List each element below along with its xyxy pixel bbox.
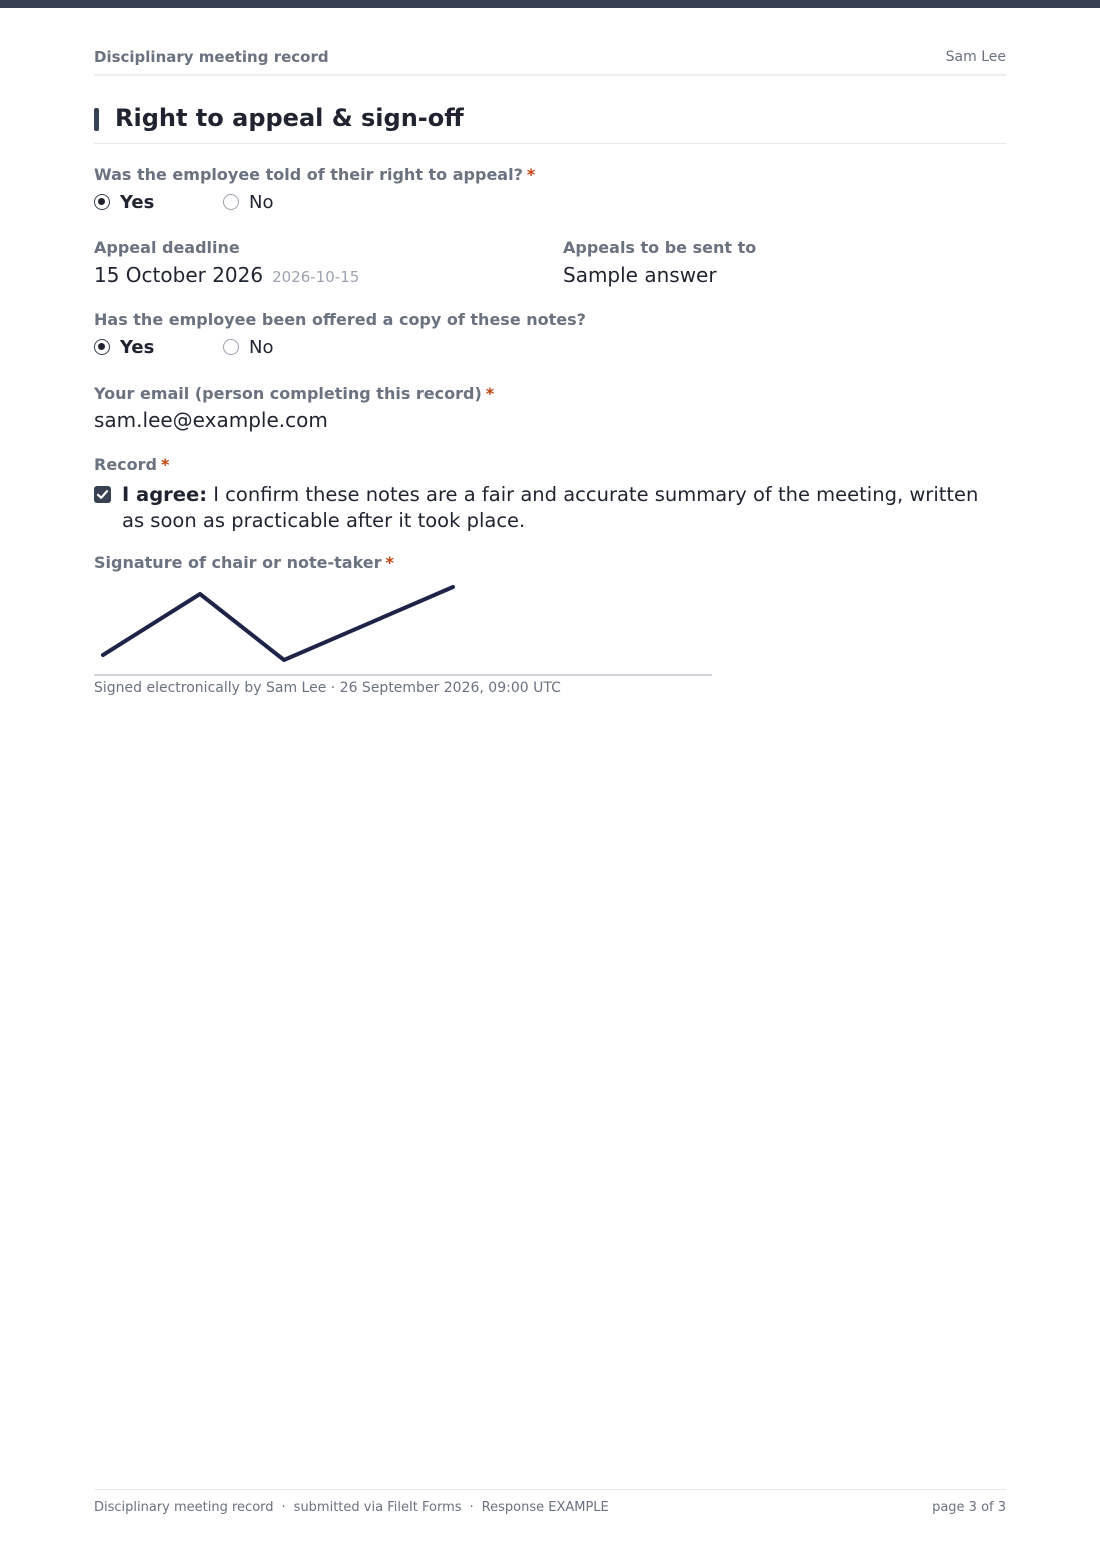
page-footer	[94, 1489, 1006, 1529]
page-header	[94, 48, 1006, 76]
option-label: Yes	[120, 191, 155, 213]
page-number: page 3 of 3	[932, 1500, 1006, 1515]
signature-caption: Signed electronically by Sam Lee · 26 September 2026, 09:00 UTC	[94, 680, 561, 696]
record-label	[94, 455, 169, 474]
agree-statement	[122, 482, 1006, 534]
appeals-to-value: Sample answer	[563, 263, 717, 287]
record-label-text: Record	[94, 455, 157, 474]
signature-drawing	[94, 580, 712, 676]
appeal-told-label-text: Was the employee told of their right to appeal?	[94, 165, 523, 184]
appeal-deadline-value	[94, 263, 359, 287]
signature-label-text: Signature of chair or note-taker	[94, 553, 382, 572]
signature-stroke	[103, 587, 453, 660]
option-label: No	[249, 336, 274, 358]
form-title: Disciplinary meeting record	[94, 48, 329, 66]
required-marker: *	[161, 455, 170, 474]
email-value: sam.lee@example.com	[94, 408, 328, 432]
copy-offered-option-yes[interactable]	[94, 335, 154, 359]
appeal-deadline-label: Appeal deadline	[94, 238, 240, 257]
email-label	[94, 384, 494, 403]
agree-text: I confirm these notes are a fair and accurate summary of the meeting, written as soon as practicable after it took place.	[122, 483, 979, 532]
copy-offered-option-no[interactable]	[223, 335, 273, 359]
required-marker: *	[485, 384, 495, 403]
copy-offered-radio-group	[94, 335, 394, 359]
footer-submitted-via: submitted via FileIt Forms	[293, 1500, 462, 1515]
radio-selected-icon[interactable]	[94, 339, 110, 355]
footer-info	[94, 1500, 609, 1515]
appeals-to-label: Appeals to be sent to	[563, 238, 757, 257]
required-marker: *	[526, 165, 536, 184]
signature-label	[94, 553, 394, 572]
appeal-told-label	[94, 165, 535, 184]
footer-response: Response EXAMPLE	[481, 1500, 609, 1515]
appeal-told-option-no[interactable]	[223, 190, 273, 214]
section-title: Right to appeal & sign-off	[115, 104, 464, 132]
signature-pad	[94, 580, 712, 676]
section-accent-bar	[94, 108, 99, 131]
email-label-text: Your email (person completing this record)	[94, 384, 482, 403]
appeal-told-radio-group	[94, 190, 394, 214]
checkbox-checked-icon[interactable]	[94, 486, 111, 503]
radio-unselected-icon[interactable]	[223, 339, 239, 355]
required-marker: *	[385, 553, 394, 572]
appeal-deadline-iso: 2026-10-15	[272, 268, 360, 286]
respondent-name: Sam Lee	[945, 49, 1006, 65]
section-header	[94, 104, 1006, 144]
footer-form-name: Disciplinary meeting record	[94, 1500, 274, 1515]
copy-offered-label: Has the employee been offered a copy of these notes?	[94, 310, 586, 329]
radio-selected-icon[interactable]	[94, 194, 110, 210]
footer-separator: ·	[281, 1500, 286, 1515]
option-label: No	[249, 191, 274, 213]
appeal-deadline-date: 15 October 2026	[94, 263, 264, 287]
option-label: Yes	[120, 336, 155, 358]
footer-separator: ·	[469, 1500, 474, 1515]
form-page	[94, 0, 1006, 1556]
appeal-told-option-yes[interactable]	[94, 190, 154, 214]
agree-label: I agree:	[122, 483, 208, 506]
radio-unselected-icon[interactable]	[223, 194, 239, 210]
